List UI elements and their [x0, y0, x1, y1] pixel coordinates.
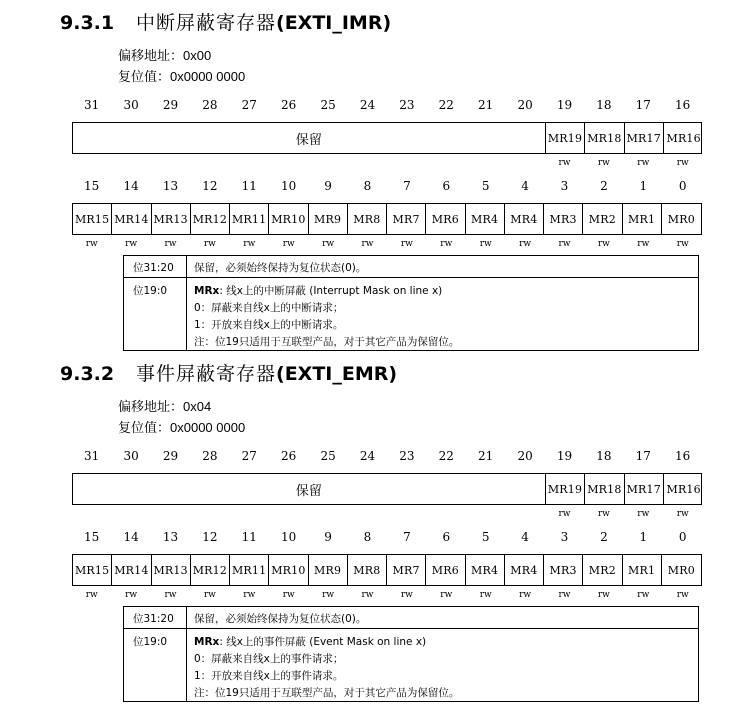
desc-line-1: 1：开放来自线x上的中断请求。: [194, 319, 344, 331]
bit-number: 31: [84, 98, 100, 112]
bit-number: 22: [438, 449, 454, 463]
bit-number: 18: [596, 98, 612, 112]
access-label: rw: [322, 590, 335, 600]
bit-number: 4: [521, 530, 529, 544]
bit-number: 1: [639, 179, 648, 193]
access-label: rw: [519, 590, 532, 600]
bit-number: 7: [403, 530, 411, 544]
access-label: rw: [597, 239, 610, 249]
access-label: rw: [637, 239, 650, 249]
field-cell: MR17: [625, 474, 664, 504]
bit-number: 23: [399, 98, 415, 112]
bit-number: 2: [600, 530, 608, 544]
title-cn: 事件屏蔽寄存器: [136, 363, 277, 385]
desc-line-note: 注：位19只适用于互联型产品，对于其它产品为保留位。: [194, 336, 460, 348]
access-label: rw: [558, 509, 571, 519]
access-label: rw: [243, 590, 256, 600]
register-row-low: [72, 554, 702, 586]
desc-bits-label: 位19:0: [133, 636, 168, 648]
bit-number: 12: [202, 179, 218, 193]
desc-text: 保留，必须始终保持为复位状态(0)。: [194, 613, 367, 625]
register-row-low: [72, 203, 702, 235]
bit-number: 30: [123, 449, 139, 463]
bit-number: 14: [123, 530, 139, 544]
desc-line-title: MRx: 线x上的中断屏蔽 (Interrupt Mask on line x): [194, 285, 443, 297]
field-cell: MR9: [309, 555, 348, 585]
access-label: rw: [440, 239, 453, 249]
field-cell: MR12: [191, 555, 230, 585]
bit-number: 3: [560, 530, 569, 544]
field-cell: MR17: [625, 123, 664, 153]
offset-address: 偏移地址：0x00: [118, 48, 212, 64]
bit-number: 1: [639, 530, 648, 544]
bit-numbers-high: [72, 97, 702, 113]
access-label: rw: [282, 239, 295, 249]
field-cell: MR1: [623, 204, 662, 234]
reset-value: 复位值：0x0000 0000: [118, 420, 246, 436]
access-row-high: [72, 508, 702, 520]
section-number: 9.3.1: [60, 12, 115, 34]
bit-number: 25: [320, 98, 336, 112]
desc-line-1: 1：开放来自线x上的事件请求。: [194, 670, 344, 682]
bit-number: 8: [363, 530, 372, 544]
bit-number: 19: [556, 98, 573, 112]
access-label: rw: [125, 590, 138, 600]
bit-number: 10: [281, 179, 297, 193]
bit-number: 2: [600, 179, 608, 193]
access-row-high: [72, 157, 702, 169]
field-cell: MR6: [426, 555, 465, 585]
bit-number: 13: [162, 179, 179, 193]
bit-numbers-low: [72, 178, 702, 194]
access-label: rw: [676, 158, 689, 168]
access-label: rw: [558, 590, 571, 600]
access-label: rw: [164, 590, 177, 600]
bit-number: 9: [324, 179, 332, 193]
bit-number: 0: [678, 179, 687, 193]
access-label: rw: [637, 158, 650, 168]
access-label: rw: [558, 158, 571, 168]
bit-number: 21: [478, 449, 494, 463]
field-cell: MR18: [585, 474, 624, 504]
field-cell: MR8: [348, 555, 387, 585]
bit-number: 17: [635, 98, 651, 112]
field-cell: MR2: [583, 204, 622, 234]
access-label: rw: [85, 590, 98, 600]
field-cell: MR4: [505, 555, 544, 585]
bit-number: 29: [162, 449, 179, 463]
access-label: rw: [400, 239, 413, 249]
desc-divider: [186, 607, 187, 701]
field-cell: MR19: [546, 123, 585, 153]
field-cell: MR13: [152, 555, 191, 585]
title-cn: 中断屏蔽寄存器: [136, 12, 277, 34]
access-label: rw: [676, 590, 689, 600]
access-label: rw: [282, 590, 295, 600]
bit-number: 16: [675, 98, 691, 112]
field-cell: MR3: [544, 555, 583, 585]
bit-number: 21: [478, 98, 494, 112]
desc-text: 保留，必须始终保持为复位状态(0)。: [194, 262, 367, 274]
bit-number: 31: [84, 449, 100, 463]
bit-number: 3: [560, 179, 569, 193]
desc-line-title: MRx: 线x上的事件屏蔽 (Event Mask on line x): [194, 636, 427, 648]
field-cell: MR2: [583, 555, 622, 585]
title-register: (EXTI_IMR): [276, 12, 392, 34]
bit-number: 6: [442, 530, 451, 544]
field-cell: MR19: [546, 474, 585, 504]
bit-number: 24: [359, 449, 376, 463]
bit-number: 19: [556, 449, 573, 463]
bit-number: 16: [675, 449, 691, 463]
bit-numbers-high: [72, 448, 702, 464]
desc-row-reserved: [124, 256, 698, 278]
access-label: rw: [243, 239, 256, 249]
field-cell: MR10: [269, 204, 308, 234]
access-label: rw: [125, 239, 138, 249]
desc-bits-label: 位31:20: [133, 613, 174, 625]
bit-number: 30: [123, 98, 139, 112]
bit-number: 20: [517, 449, 533, 463]
access-label: rw: [558, 239, 571, 249]
bit-number: 0: [678, 530, 687, 544]
field-cell: MR15: [73, 555, 112, 585]
field-cell: MR12: [191, 204, 230, 234]
bit-number: 9: [324, 530, 332, 544]
bit-number: 25: [320, 449, 336, 463]
bit-number: 22: [438, 98, 454, 112]
access-label: rw: [164, 239, 177, 249]
bit-number: 23: [399, 449, 415, 463]
field-cell: MR4: [466, 555, 505, 585]
access-label: rw: [676, 239, 689, 249]
field-cell: MR4: [466, 204, 505, 234]
field-cell: MR0: [667, 212, 695, 226]
bit-number: 17: [635, 449, 651, 463]
access-label: rw: [361, 239, 374, 249]
access-label: rw: [676, 509, 689, 519]
field-cell: MR14: [112, 204, 151, 234]
field-cell: MR6: [426, 204, 465, 234]
desc-line-0: 0：屏蔽来自线x上的中断请求；: [194, 302, 344, 314]
bit-numbers-low: [72, 529, 702, 545]
desc-bits-label: 位31:20: [133, 262, 174, 274]
bit-number: 6: [442, 179, 451, 193]
desc-row-reserved: [124, 607, 698, 629]
bit-number: 27: [241, 449, 257, 463]
access-label: rw: [85, 239, 98, 249]
desc-line-note: 注：位19只适用于互联型产品，对于其它产品为保留位。: [194, 687, 460, 699]
bit-number: 15: [84, 179, 100, 193]
bit-number: 26: [281, 98, 297, 112]
bit-number: 15: [84, 530, 100, 544]
field-cell: MR10: [269, 555, 308, 585]
bit-number: 5: [481, 179, 490, 193]
title-register: (EXTI_EMR): [276, 363, 398, 385]
reset-value: 复位值：0x0000 0000: [118, 69, 246, 85]
bit-number: 14: [123, 179, 139, 193]
field-cell: MR4: [505, 204, 544, 234]
field-cell: MR14: [112, 555, 151, 585]
field-cell: MR16: [666, 131, 701, 145]
bit-number: 20: [517, 98, 533, 112]
bit-number: 13: [162, 530, 179, 544]
field-cell: MR0: [667, 563, 695, 577]
bit-number: 11: [241, 179, 257, 193]
field-cell: MR15: [73, 204, 112, 234]
bit-description-table: [123, 606, 699, 702]
field-cell: MR7: [387, 204, 426, 234]
bit-number: 11: [241, 530, 257, 544]
bit-number: 28: [202, 449, 218, 463]
field-cell: MR18: [585, 123, 624, 153]
access-label: rw: [440, 590, 453, 600]
access-row-low: [72, 589, 702, 601]
field-cell: MR16: [666, 482, 701, 496]
bit-number: 26: [281, 449, 297, 463]
reserved-field: 保留: [73, 474, 546, 504]
bit-number: 7: [403, 179, 411, 193]
bit-description-table: [123, 255, 699, 351]
bit-number: 12: [202, 530, 218, 544]
desc-line-0: 0：屏蔽来自线x上的事件请求；: [194, 653, 344, 665]
bit-number: 10: [281, 530, 297, 544]
register-row-high: [72, 473, 702, 505]
access-label: rw: [361, 590, 374, 600]
field-cell: MR1: [623, 555, 662, 585]
access-label: rw: [637, 509, 650, 519]
access-label: rw: [597, 158, 610, 168]
access-label: rw: [519, 239, 532, 249]
bit-number: 18: [596, 449, 612, 463]
desc-bits-label: 位19:0: [133, 285, 168, 297]
access-label: rw: [597, 509, 610, 519]
field-cell: MR11: [230, 204, 269, 234]
bit-number: 5: [481, 530, 490, 544]
access-label: rw: [203, 239, 216, 249]
bit-number: 28: [202, 98, 218, 112]
bit-number: 4: [521, 179, 529, 193]
access-label: rw: [637, 590, 650, 600]
access-label: rw: [400, 590, 413, 600]
bit-number: 27: [241, 98, 257, 112]
section-title: [60, 359, 397, 389]
bit-number: 8: [363, 179, 372, 193]
access-row-low: [72, 238, 702, 250]
access-label: rw: [479, 239, 492, 249]
bit-number: 29: [162, 98, 179, 112]
field-cell: MR13: [152, 204, 191, 234]
field-cell: MR11: [230, 555, 269, 585]
field-cell: MR7: [387, 555, 426, 585]
access-label: rw: [322, 239, 335, 249]
access-label: rw: [479, 590, 492, 600]
bit-number: 24: [359, 98, 376, 112]
field-cell: MR8: [348, 204, 387, 234]
field-cell: MR3: [544, 204, 583, 234]
field-cell: MR9: [309, 204, 348, 234]
desc-divider: [186, 256, 187, 350]
access-label: rw: [203, 590, 216, 600]
reserved-field: 保留: [73, 123, 546, 153]
section-number: 9.3.2: [60, 363, 115, 385]
section-title: [60, 8, 391, 38]
register-row-high: [72, 122, 702, 154]
access-label: rw: [597, 590, 610, 600]
offset-address: 偏移地址：0x04: [118, 399, 212, 415]
